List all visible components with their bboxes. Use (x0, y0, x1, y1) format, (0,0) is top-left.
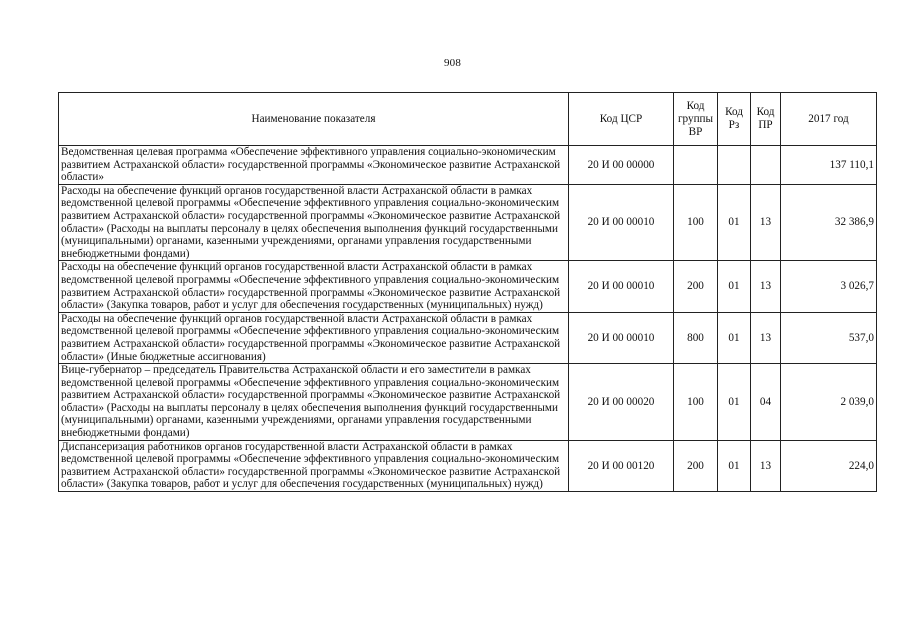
row-rz (718, 146, 751, 185)
row-name: Вице-губернатор – председатель Правительства Астраханской области и его заместители в рамках ведомственной целевой программы «Обеспечение эффективного управления социально-экономическим развитием Астраханской области» государственной программы «Экономическое развитие Астраханской области» (Расходы на выплаты персоналу в целях обеспечения выполнения функций государственными (муниципальными) органами, казенными учреждениями, органами управления государственными внебюджетными фондами) (59, 364, 569, 441)
row-vr: 100 (674, 364, 718, 441)
row-csr: 20 И 00 00000 (569, 146, 674, 185)
row-csr: 20 И 00 00010 (569, 312, 674, 363)
page-number: 908 (443, 57, 462, 69)
row-rz: 01 (718, 364, 751, 441)
row-name: Расходы на обеспечение функций органов государственной власти Астраханской области в рамках ведомственной целевой программы «Обеспечение эффективного управления социально-экономическим развитием Астраханской области» государственной программы «Экономическое развитие Астраханской области» (Закупка товаров, работ и услуг для обеспечения государственных (муниципальных) нужд) (59, 261, 569, 312)
row-vr (674, 146, 718, 185)
row-amount: 32 386,9 (781, 184, 877, 261)
header-row (59, 93, 877, 146)
table-row (59, 261, 877, 312)
row-csr: 20 И 00 00020 (569, 364, 674, 441)
row-vr: 200 (674, 440, 718, 491)
table-header (59, 93, 877, 146)
row-rz: 01 (718, 440, 751, 491)
header-year: 2017 год (781, 93, 877, 146)
row-amount: 137 110,1 (781, 146, 877, 185)
row-name: Ведомственная целевая программа «Обеспечение эффективного управления социально-экономическим развитием Астраханской области» государственной программы «Экономическое развитие Астраханской области» (59, 146, 569, 185)
row-pr: 13 (751, 184, 781, 261)
row-csr: 20 И 00 00120 (569, 440, 674, 491)
row-pr: 04 (751, 364, 781, 441)
header-csr: Код ЦСР (569, 93, 674, 146)
budget-table (58, 92, 877, 492)
row-name: Расходы на обеспечение функций органов государственной власти Астраханской области в рамках ведомственной целевой программы «Обеспечение эффективного управления социально-экономическим развитием Астраханской области» государственной программы «Экономическое развитие Астраханской области» (Расходы на выплаты персоналу в целях обеспечения выполнения функций государственными (муниципальными) органами, казенными учреждениями, органами управления государственными внебюджетными фондами) (59, 184, 569, 261)
row-rz: 01 (718, 312, 751, 363)
table-row (59, 146, 877, 185)
row-rz: 01 (718, 184, 751, 261)
row-amount: 224,0 (781, 440, 877, 491)
row-pr (751, 146, 781, 185)
header-vr: Код группы ВР (674, 93, 718, 146)
row-csr: 20 И 00 00010 (569, 184, 674, 261)
table-body (59, 146, 877, 492)
header-rz: Код Рз (718, 93, 751, 146)
row-vr: 100 (674, 184, 718, 261)
row-csr: 20 И 00 00010 (569, 261, 674, 312)
row-vr: 800 (674, 312, 718, 363)
header-name: Наименование показателя (59, 93, 569, 146)
row-pr: 13 (751, 261, 781, 312)
table-row (59, 440, 877, 491)
row-pr: 13 (751, 440, 781, 491)
row-amount: 2 039,0 (781, 364, 877, 441)
row-rz: 01 (718, 261, 751, 312)
table-row (59, 312, 877, 363)
table-row (59, 364, 877, 441)
row-pr: 13 (751, 312, 781, 363)
row-name: Расходы на обеспечение функций органов государственной власти Астраханской области в рамках ведомственной целевой программы «Обеспечение эффективного управления социально-экономическим развитием Астраханской области» государственной программы «Экономическое развитие Астраханской области» (Иные бюджетные ассигнования) (59, 312, 569, 363)
row-amount: 537,0 (781, 312, 877, 363)
row-vr: 200 (674, 261, 718, 312)
row-amount: 3 026,7 (781, 261, 877, 312)
table-row (59, 184, 877, 261)
row-name: Диспансеризация работников органов государственной власти Астраханской области в рамках ведомственной целевой программы «Обеспечение эффективного управления социально-экономическим развитием Астраханской области» государственной программы «Экономическое развитие Астраханской области» (Закупка товаров, работ и услуг для обеспечения государственных (муниципальных) нужд) (59, 440, 569, 491)
header-pr: Код ПР (751, 93, 781, 146)
